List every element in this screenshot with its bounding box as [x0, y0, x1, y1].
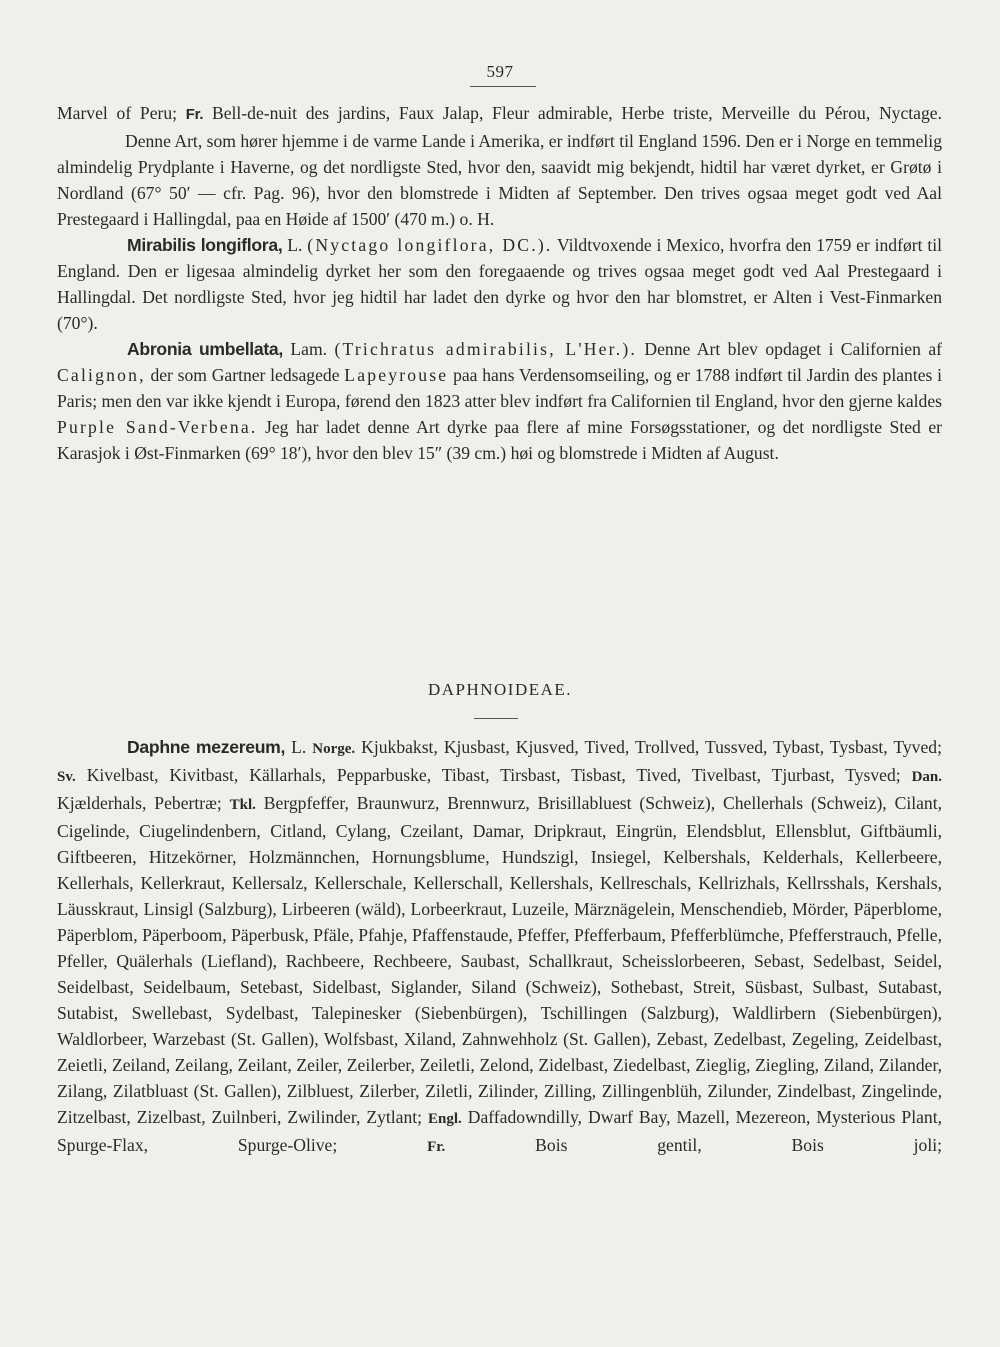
paragraph-text: der som Gartner ledsagede [150, 365, 340, 385]
language-label-fr: Fr. [185, 106, 204, 123]
author: Lam. [290, 339, 328, 359]
paragraph-marvel-of-peru [57, 100, 942, 128]
common-name-purple-sand-verbena: Purple Sand-Verbena. [57, 417, 258, 437]
paragraph-text: Denne Art, som hører hjemme i de varme Lande i Amerika, er indført til England 1596. Den er i Norge en temmelig almindelig Prydplante i Haverne, og det nordligste Sted, hvor den, saavidt mig bekjendt, hidtil har været dyrket, er Grøtø i Nordland (67° 50′ — cfr. Pag. 96), hvor den blomstrede i Midten af September. Den trives ogsaa meget godt ved Aal Prestegaard i Hallingdal, paa en Høide af 1500′ (470 m.) o. H. [57, 131, 942, 229]
synonym: (Trichratus admirabilis, L'Her.). [334, 339, 637, 359]
paragraph-mirabilis-description [57, 128, 942, 232]
language-label-fr: Fr. [427, 1139, 446, 1155]
paragraph-text: Denne Art blev opdaget i Californien af [644, 339, 942, 359]
bottom-text-block [57, 734, 942, 1160]
author: L. [287, 235, 303, 255]
person-name-calignon: Calignon, [57, 365, 146, 385]
synonym: (Nyctago longiflora, DC.). [307, 235, 553, 255]
species-name-daphne-mezereum: Daphne mezereum, [127, 737, 286, 757]
species-name-mirabilis-longiflora: Mirabilis longiflora, [127, 235, 283, 255]
page-number: 597 [486, 62, 514, 81]
vernacular-names-tkl: Bergpfeffer, Braunwurz, Brennwurz, Brisillabluest (Schweiz), Chellerhals (Schweiz), Cilant, Cigelinde, Ciugelindenbern, Citland, Cylang, Czeilant, Damar, Dripkraut, Eingrün, Elendsblut, Ellensblut, Giftbäumli, Giftbeeren, Hitzekörner, Holzmännchen, Hornungsblume, Hundszigl, Insiegel, Kelbershals, Kelderhals, Kellerbeere, Kellerhals, Kellerkraut, Kellersalz, Kellerschale, Kellerschall, Kellershals, Kellreschals, Kellrizhals, Kellrsshals, Kershals, Läusskraut, Linsigl (Salzburg), Lirbeeren (wäld), Lorbeerkraut, Luzeile, Märznägelein, Menschendieb, Mörder, Päperblome, Päperblom, Päperboom, Päperbusk, Pfäle, Pfahje, Pfaffenstaude, Pfeffer, Pfefferbaum, Pfefferblümche, Pfefferstrauch, Pfelle, Pfeller, Quälerhals (Liefland), Rachbeere, Rechbeere, Saubast, Schallkraut, Scheisslorbeeren, Sebast, Sedelbast, Seidel, Seidelbast, Seidelbaum, Setebast, Sidelbast, Siglander, Siland (Schweiz), Sothebast, Streit, Süsbast, Sulbast, Sutabast, Sutabist, Swellebast, Sydelbast, Talepinesker (Siebenbürgen), Tschillingen (Salzburg), Waldlirbern (Siebenbürgen), Waldlorbeer, Warzebast (St. Gallen), Wolfsbast, Xiland, Zahnwehholz (St. Gallen), Zebast, Zedelbast, Zegeling, Zeidelbast, Zeietli, Zeiland, Zeilang, Zeilant, Zeiler, Zeilerber, Zeiletli, Zelond, Zidelbast, Ziedelbast, Zieglig, Ziegling, Ziland, Zilander, Zilang, Zilatbluast (St. Gallen), Zilbluest, Zilerber, Ziletli, Zilinder, Zilling, Zillingenblüh, Zilunder, Zindelbast, Zingelinde, Zitzelbast, Zizelbast, Zuilnberi, Zwilinder, Zytlant; [57, 793, 942, 1127]
language-label-engl: Engl. [428, 1111, 462, 1127]
vernacular-names-norge: Kjukbakst, Kjusbast, Kjusved, Tived, Trollved, Tussved, Tybast, Tysbast, Tyved; [361, 737, 942, 757]
language-label-norge: Norge. [312, 741, 356, 757]
language-label-tkl: Tkl. [229, 797, 256, 813]
vernacular-names-fr: Bois gentil, Bois joli; [535, 1135, 943, 1155]
vernacular-names-engl: Daffadowndilly, Dwarf Bay, Mazell, Mezereon, Mysterious Plant, Spurge-Flax, Spurge-Olive; [57, 1107, 942, 1155]
species-name-abronia-umbellata: Abronia umbellata, [127, 339, 283, 359]
paragraph-text: Bell-de-nuit des jardins, Faux Jalap, Fleur admirable, Herbe triste, Merveille du Pérou, Nyctage. [211, 103, 942, 123]
page-number-rule [470, 86, 536, 87]
common-name: Marvel of Peru; [57, 103, 178, 123]
section-title: DAPHNOIDEAE. [427, 680, 573, 699]
author: L. [291, 737, 307, 757]
section-rule [474, 718, 518, 719]
person-name-lapeyrouse: Lapeyrouse [344, 365, 449, 385]
paragraph-text: paa hans Verdensomseiling, og er 1788 indført til Jardin des plantes i Paris; men den var ikke kjendt i Europa, førend den 1823 atter blev indført fra Californien til England, hvor den gjerne kaldes [57, 365, 943, 411]
vernacular-names-sv: Kivelbast, Kivitbast, Källarhals, Pepparbuske, Tibast, Tirsbast, Tisbast, Tived, Tivelbast, Tjurbast, Tysved; [86, 765, 901, 785]
paragraph-abronia-umbellata [57, 336, 942, 466]
paragraph-text: Vildtvoxende i Mexico, hvorfra den 1759 er indført til England. Den er ligesaa almindelig dyrket her som den foregaaende og trives ogsaa meget godt ved Aal Prestegaard i Hallingdal. Det nordligste Sted, hvor jeg hidtil har ladet den dyrke og hvor den har blomstret, er Alten i Vest-Finmarken (70°). [57, 235, 942, 333]
paragraph-mirabilis-longiflora [57, 232, 942, 336]
vernacular-names-dan: Kjælderhals, Pebertræ; [57, 793, 222, 813]
paragraph-daphne-mezereum [57, 734, 942, 1160]
language-label-dan: Dan. [911, 769, 943, 785]
top-text-block [57, 100, 942, 466]
paragraph-text: Jeg har ladet denne Art dyrke paa flere af mine Forsøgsstationer, og det nordligste Sted er Karasjok i Øst-Finmarken (69° 18′), hvor den blev 15″ (39 cm.) høi og blomstrede i Midten af August. [57, 417, 942, 463]
language-label-sv: Sv. [57, 769, 76, 785]
